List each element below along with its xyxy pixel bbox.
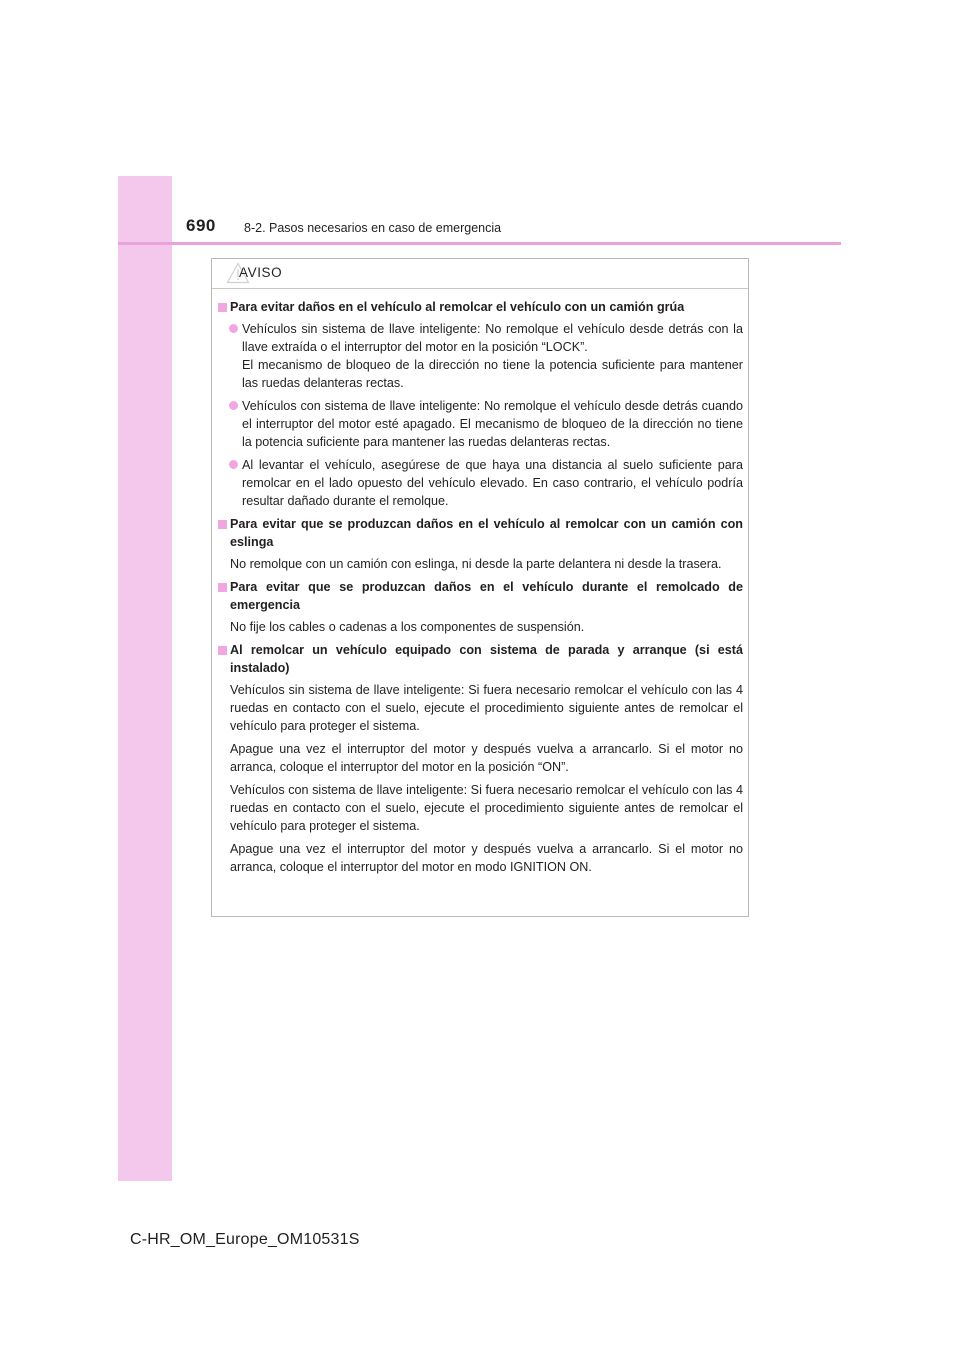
warning-label: AVISO — [239, 265, 283, 280]
page-number: 690 — [186, 216, 216, 235]
warning-header — [212, 259, 748, 289]
list-item: Al levantar el vehículo, asegúrese de que haya una distancia al suelo suficiente para remolcar en el lado opuesto del vehículo elevado. En caso contrario, el vehículo podría resultar dañado durante el remolque. — [229, 456, 743, 510]
warning-box — [211, 258, 749, 917]
section-heading: Para evitar daños en el vehículo al remolcar el vehículo con un camión grúa — [218, 298, 743, 316]
list-item: Vehículos con sistema de llave inteligente: No remolque el vehículo desde detrás cuando el interruptor del motor esté apagado. El mecanismo de bloqueo de la dirección no tiene la potencia suficiente para mantener las ruedas delanteras rectas. — [229, 397, 743, 451]
paragraph: No remolque con un camión con eslinga, ni desde la parte delantera ni desde la trasera. — [230, 557, 722, 571]
paragraph: Apague una vez el interruptor del motor y después vuelva a arrancarlo. Si el motor no arranca, coloque el interruptor del motor en modo IGNITION ON. — [230, 842, 743, 874]
section-heading: Para evitar que se produzcan daños en el vehículo durante el remolcado de emergencia — [218, 578, 743, 614]
header-rule — [118, 242, 841, 245]
section-heading: Para evitar que se produzcan daños en el vehículo al remolcar con un camión con eslinga — [218, 515, 743, 551]
document-code: C-HR_OM_Europe_OM10531S — [130, 1231, 360, 1248]
square-bullet-icon — [218, 520, 227, 529]
square-bullet-icon — [218, 303, 227, 312]
round-bullet-icon — [229, 324, 238, 333]
paragraph: Apague una vez el interruptor del motor y después vuelva a arrancarlo. Si el motor no arranca, coloque el interruptor del motor en la posición “ON”. — [230, 742, 743, 774]
section-heading: Al remolcar un vehículo equipado con sistema de parada y arranque (si está instalado) — [218, 641, 743, 677]
round-bullet-icon — [229, 401, 238, 410]
paragraph: No fije los cables o cadenas a los componentes de suspensión. — [230, 620, 585, 634]
paragraph: Vehículos sin sistema de llave inteligente: Si fuera necesario remolcar el vehículo con las 4 ruedas en contacto con el suelo, ejecute el procedimiento siguiente antes de remolcar el vehículo para proteger el sistema. — [230, 683, 743, 733]
list-item: Vehículos sin sistema de llave inteligente: No remolque el vehículo desde detrás con la llave extraída o el interruptor del motor en la posición “LOCK”. El mecanismo de bloqueo de la dirección no tiene la potencia suficiente para mantener las ruedas delanteras rectas. — [229, 320, 743, 392]
square-bullet-icon — [218, 583, 227, 592]
paragraph: Vehículos con sistema de llave inteligente: Si fuera necesario remolcar el vehículo con las 4 ruedas en contacto con el suelo, ejecute el procedimiento siguiente antes de remolcar el vehículo para proteger el sistema. — [230, 783, 743, 833]
round-bullet-icon — [229, 460, 238, 469]
side-color-band — [118, 176, 172, 1181]
section-title: 8-2. Pasos necesarios en caso de emergencia — [244, 221, 502, 235]
warning-content — [218, 298, 743, 881]
square-bullet-icon — [218, 646, 227, 655]
